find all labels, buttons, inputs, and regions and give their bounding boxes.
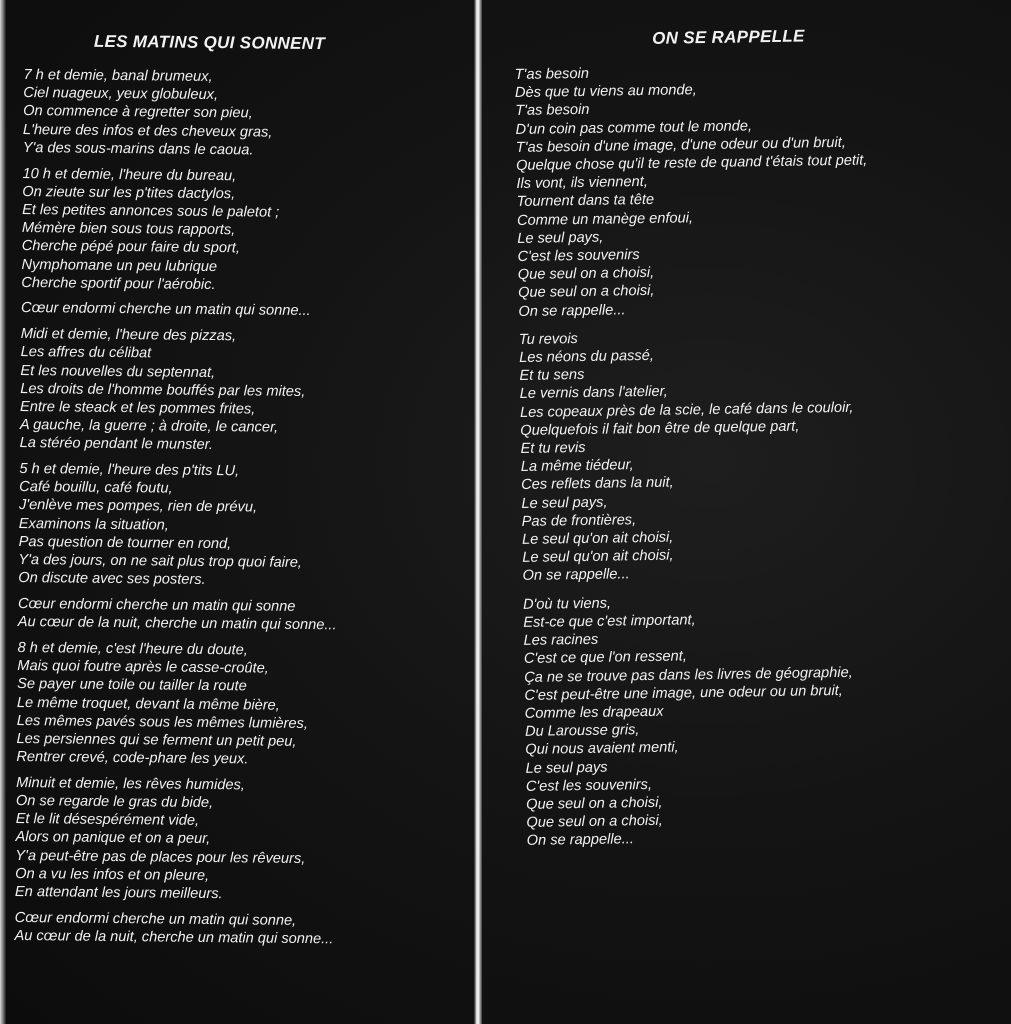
lyric-line: En attendant les jours meilleurs. (14, 883, 223, 903)
page-edge (0, 0, 6, 1024)
lyric-line: Et tu sens (519, 367, 585, 385)
lyric-line: C'est les souvenirs, (525, 776, 653, 795)
column-divider (474, 0, 482, 1024)
stanza (23, 66, 464, 162)
lyric-line: Ces reflets dans la nuit, (521, 475, 674, 494)
lyric-line: Ils vont, ils viennent, (516, 174, 648, 193)
lyric-line: Mémère bien sous tous rapports, (21, 220, 236, 239)
left-song-lyrics (14, 66, 463, 950)
lyric-line: T'as besoin (514, 65, 590, 83)
lyric-line: Rentrer crevé, code-phare les yeux. (16, 749, 249, 768)
left-song-column (14, 30, 464, 957)
lyric-line: Le seul pays, (521, 494, 608, 512)
lyric-line: C'est peut-être une image, une odeur ou un bruit, (524, 682, 843, 704)
lyric-line: Café bouillu, café foutu, (19, 479, 173, 497)
lyric-line: Les mêmes pavés sous les mêmes lumières, (16, 712, 309, 732)
lyric-line: Et les petites annonces sous le paletot ; (22, 201, 280, 221)
lyric-line: On se regarde le gras du bide, (15, 792, 214, 812)
lyric-line: Cœur endormi cherche un matin qui sonne... (21, 300, 311, 320)
lyric-line: 5 h et demie, l'heure des p'tits LU, (19, 461, 240, 480)
lyric-line: Est-ce que c'est important, (523, 612, 696, 631)
stanza (14, 909, 454, 950)
lyric-line: Quelque chose qu'il te reste de quand t'étais tout petit, (516, 152, 868, 174)
lyric-line: Nymphomane un peu lubrique (21, 256, 218, 275)
lyric-line: Les droits de l'homme bouffés par les mites, (20, 380, 306, 400)
stanza (523, 588, 997, 850)
lyric-line: On zieute sur les p'tites dactylos, (22, 183, 236, 202)
lyric-line: Cherche sportif pour l'aérobic. (21, 274, 216, 293)
lyric-line: D'où tu viens, (522, 595, 612, 613)
lyric-line: Du Larousse gris, (524, 722, 640, 741)
lyric-line: Alors on panique et on a peur, (15, 829, 211, 848)
lyric-line: Ciel nuageux, yeux globuleux, (23, 85, 219, 104)
lyric-line: Et le lit désespérément vide, (15, 811, 200, 830)
lyric-line: Au cœur de la nuit, cherche un matin qui sonne... (14, 927, 334, 948)
lyric-line: Comme les drapeaux (524, 703, 664, 722)
lyric-line: Le seul pays (525, 759, 608, 777)
lyric-line: Entre le steack et les pommes frites, (19, 398, 256, 418)
stanza (519, 323, 993, 585)
lyric-line: Mais quoi foutre après le casse-croûte, (17, 658, 269, 677)
stanza (16, 639, 457, 771)
lyric-line: J'enlève mes pompes, rien de prévu, (18, 497, 258, 516)
lyric-line: Les copeaux près de la scie, le café dans le couloir, (519, 399, 854, 421)
lyric-line: On se rappelle... (526, 831, 634, 850)
lyric-line: Se payer une toile ou tailler la route (17, 676, 247, 695)
lyric-line: T'as besoin d'une image, d'une odeur ou d'un bruit, (515, 134, 846, 156)
lyric-line: Les racines (523, 631, 599, 650)
lyric-line: Y'a des jours, on ne sait plus trop quoi faire, (18, 552, 303, 572)
lyric-line: Le vernis dans l'atelier, (519, 384, 668, 403)
lyric-line: Tu revois (518, 330, 578, 348)
lyric-line: Les persiennes qui se ferment un petit peu, (16, 730, 297, 750)
lyric-line: Que seul on a choisi, (526, 794, 663, 813)
lyric-line: On discute avec ses posters. (18, 570, 206, 589)
right-song-column (514, 23, 997, 861)
stanza (21, 299, 461, 322)
lyric-line: Les néons du passé, (519, 347, 654, 367)
lyric-line: 10 h et demie, l'heure du bureau, (22, 165, 237, 184)
lyric-line: Les affres du célibat (20, 344, 152, 362)
lyric-line: Minuit et demie, les rêves humides, (16, 774, 245, 794)
lyric-line: Cœur endormi cherche un matin qui sonne (17, 595, 296, 615)
lyric-line: Y'a peut-être pas de places pour les rêveurs, (15, 847, 306, 867)
lyric-line: Quelquefois il fait bon être de quelque part, (520, 418, 800, 439)
lyric-line: D'un coin pas comme tout le monde, (515, 117, 753, 138)
lyric-line: On se rappelle... (518, 301, 626, 320)
lyric-line: On a vu les infos et on pleure, (15, 865, 210, 884)
lyric-line: Midi et demie, l'heure des pizzas, (20, 326, 237, 345)
stanza (515, 59, 989, 321)
lyric-line: Le même troquet, devant la même bière, (16, 694, 280, 714)
lyric-line: Ça ne se trouve pas dans les livres de géographie, (524, 664, 853, 686)
lyric-line: Que seul on a choisi, (518, 283, 655, 302)
lyric-line: 8 h et demie, c'est l'heure du doute, (17, 639, 248, 659)
lyric-line: Que seul on a choisi, (526, 812, 663, 832)
lyric-line: C'est les souvenirs (517, 247, 640, 266)
stanza (21, 165, 462, 297)
right-song-lyrics (515, 59, 997, 851)
lyric-line: Que seul on a choisi, (517, 265, 655, 284)
lyric-line: A gauche, la guerre ; à droite, le cancer, (19, 417, 279, 436)
lyric-line: Le seul pays, (517, 229, 604, 247)
lyric-line: La même tiédeur, (520, 457, 634, 476)
lyric-line: On commence à regretter son pieu, (23, 103, 253, 122)
lyric-line: Tournent dans ta tête (516, 192, 655, 211)
lyric-line: La stéréo pendant le munster. (19, 435, 214, 454)
lyric-line: Comme un manège enfoui, (516, 209, 694, 229)
lyric-line: Y'a des sous-marins dans le caoua. (22, 139, 254, 159)
lyric-line: Cœur endormi cherche un matin qui sonne, (14, 909, 297, 929)
lyric-line: Et les nouvelles du septennat, (20, 362, 216, 381)
lyric-line: Qui nous avaient menti, (525, 739, 679, 759)
lyric-line: L'heure des infos et des cheveux gras, (22, 121, 273, 141)
lyric-line: Le seul qu'on ait choisi, (522, 547, 674, 567)
lyric-line: T'as besoin (515, 102, 590, 120)
lyric-line: Examinons la situation, (18, 515, 169, 534)
lyric-line: Cherche pépé pour faire du sport, (21, 238, 241, 257)
lyric-line: 7 h et demie, banal brumeux, (23, 66, 213, 85)
stanza (20, 325, 461, 457)
lyric-line: Pas question de tourner en rond, (18, 533, 232, 553)
lyric-line: Pas de frontières, (521, 512, 637, 530)
lyric-line: On se rappelle... (522, 566, 630, 585)
lyric-line: C'est ce que l'on ressent, (523, 648, 687, 668)
lyric-line: Dès que tu viens au monde, (514, 82, 697, 102)
stanza (18, 595, 458, 636)
lyric-line: Le seul qu'on ait choisi, (521, 529, 674, 549)
stanza (15, 774, 456, 906)
left-song-title: LES MATINS QUI SONNENT (93, 31, 326, 54)
right-song-title: ON SE RAPPELLE (651, 26, 805, 48)
lyric-line: Au cœur de la nuit, cherche un matin qui sonne... (17, 614, 337, 634)
stanza (18, 460, 459, 592)
lyric-line: Et tu revis (520, 439, 586, 458)
